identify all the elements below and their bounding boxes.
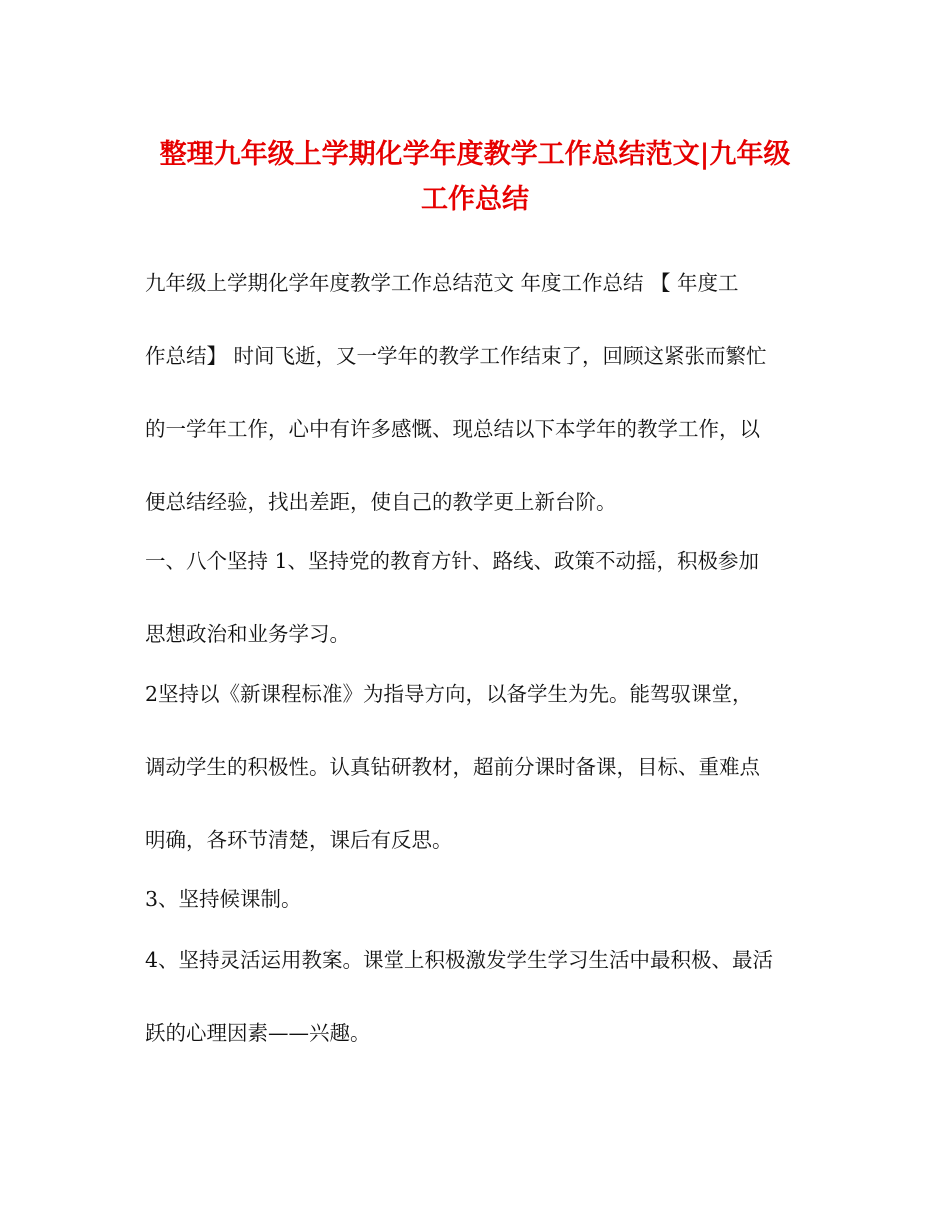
paragraph-line-5: 一、八个坚持 1、坚持党的教育方针、路线、政策不动摇，积极参加: [145, 549, 760, 573]
paragraph-line-12: 跃的心理因素——兴趣。: [145, 1021, 371, 1045]
paragraph-line-7: 2坚持以《新课程标准》为指导方向，以备学生为先。能驾驭课堂，: [145, 682, 753, 706]
document-title-line-1: 整理九年级上学期化学年度教学工作总结范文|九年级: [159, 139, 791, 170]
document-title-line-2: 工作总结: [421, 184, 529, 215]
paragraph-line-10: 3、坚持候课制。: [145, 887, 302, 911]
paragraph-line-9: 明确，各环节清楚，课后有反思。: [145, 828, 453, 852]
paragraph-line-11: 4、坚持灵活运用教案。课堂上积极激发学生学习生活中最积极、最活: [145, 948, 774, 972]
paragraph-line-2: 作总结】 时间飞逝，又一学年的教学工作结束了，回顾这紧张而繁忙: [145, 344, 767, 368]
paragraph-line-3: 的一学年工作，心中有许多感慨、现总结以下本学年的教学工作，以: [145, 417, 760, 441]
paragraph-line-4: 便总结经验，找出差距，使自己的教学更上新台阶。: [145, 490, 617, 514]
paragraph-line-8: 调动学生的积极性。认真钻研教材，超前分课时备课，目标、重难点: [145, 755, 760, 779]
paragraph-line-1: 九年级上学期化学年度教学工作总结范文 年度工作总结 【 年度工: [145, 271, 739, 295]
paragraph-line-6: 思想政治和业务学习。: [145, 622, 350, 646]
